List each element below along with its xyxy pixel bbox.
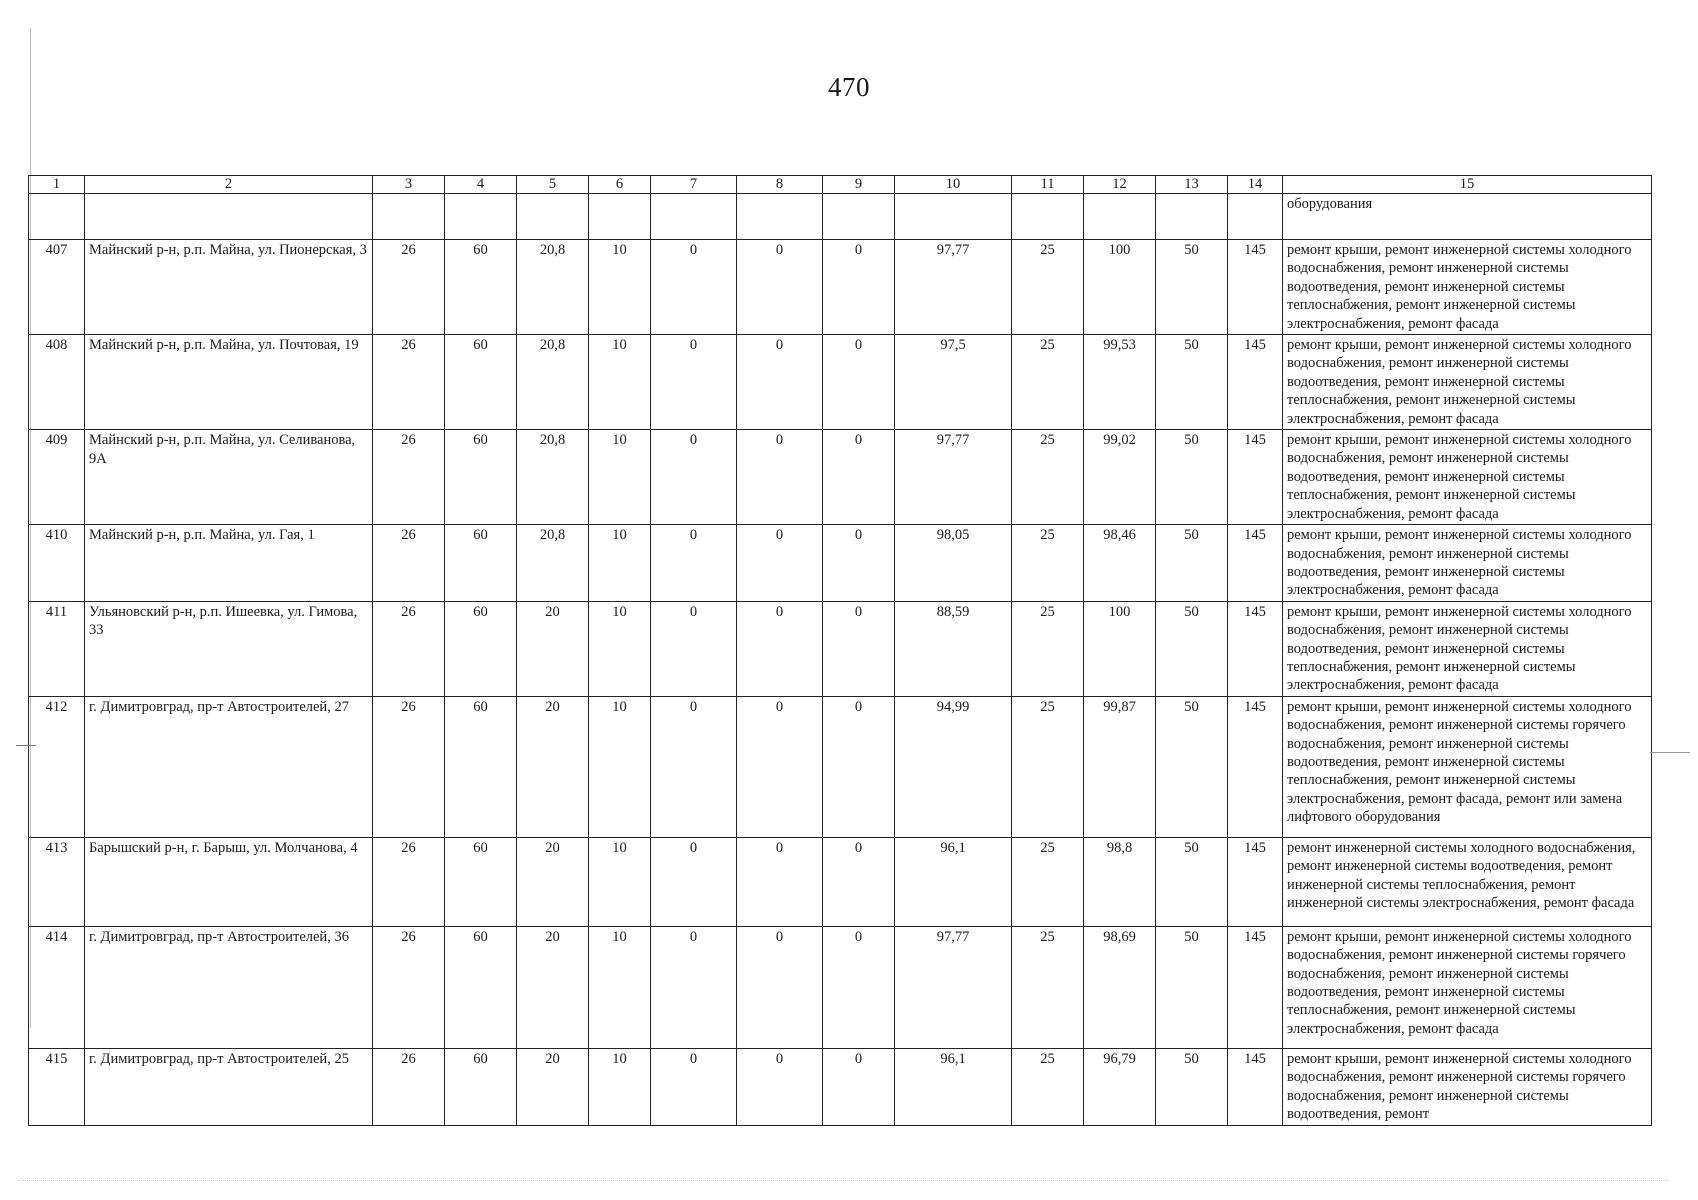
page-number: 470 (828, 72, 870, 102)
value-cell: 97,5 (895, 335, 1012, 430)
value-cell: 98,05 (895, 525, 1012, 602)
work-list-cell: ремонт крыши, ремонт инженерной системы холодного водоснабжения, ремонт инженерной системы водоотведения, ремонт инженерной системы теплоснабжения, ремонт инженерной системы электроснабжения, ремонт фасада (1283, 240, 1652, 335)
value-cell: 0 (651, 335, 737, 430)
value-cell: 0 (823, 430, 895, 525)
value-cell: 25 (1012, 601, 1084, 696)
value-cell: 0 (651, 430, 737, 525)
row-number: 415 (29, 1048, 85, 1125)
empty-cell (737, 194, 823, 240)
empty-cell (85, 194, 373, 240)
value-cell: 0 (737, 926, 823, 1048)
value-cell: 0 (823, 837, 895, 926)
header-cell: 7 (651, 176, 737, 194)
work-list-cell: ремонт крыши, ремонт инженерной системы холодного водоснабжения, ремонт инженерной системы водоотведения, ремонт инженерной системы теплоснабжения, ремонт инженерной системы электроснабжения, ремонт фасада (1283, 335, 1652, 430)
work-list-cell: ремонт крыши, ремонт инженерной системы холодного водоснабжения, ремонт инженерной системы водоотведения, ремонт инженерной системы теплоснабжения, ремонт инженерной системы электроснабжения, ремонт фасада (1283, 430, 1652, 525)
value-cell: 60 (445, 837, 517, 926)
value-cell: 20 (517, 1048, 589, 1125)
value-cell: 25 (1012, 335, 1084, 430)
value-cell: 26 (373, 525, 445, 602)
row-number: 414 (29, 926, 85, 1048)
empty-cell (895, 194, 1012, 240)
value-cell: 88,59 (895, 601, 1012, 696)
works-table (28, 175, 1652, 1126)
value-cell: 145 (1228, 240, 1283, 335)
value-cell: 50 (1156, 240, 1228, 335)
value-cell: 26 (373, 601, 445, 696)
row-number: 413 (29, 837, 85, 926)
value-cell: 50 (1156, 335, 1228, 430)
value-cell: 99,87 (1084, 696, 1156, 837)
table-row (29, 1048, 1652, 1125)
value-cell: 100 (1084, 240, 1156, 335)
value-cell: 0 (823, 335, 895, 430)
value-cell: 0 (823, 240, 895, 335)
value-cell: 10 (589, 430, 651, 525)
value-cell: 25 (1012, 696, 1084, 837)
work-list-cell: ремонт крыши, ремонт инженерной системы холодного водоснабжения, ремонт инженерной системы водоотведения, ремонт инженерной системы электроснабжения, ремонт фасада (1283, 525, 1652, 602)
column-number-header (29, 176, 1652, 194)
value-cell: 97,77 (895, 926, 1012, 1048)
row-number: 411 (29, 601, 85, 696)
value-cell: 25 (1012, 525, 1084, 602)
value-cell: 60 (445, 1048, 517, 1125)
value-cell: 60 (445, 430, 517, 525)
header-cell: 9 (823, 176, 895, 194)
header-cell: 14 (1228, 176, 1283, 194)
empty-cell (589, 194, 651, 240)
row-number: 408 (29, 335, 85, 430)
address-cell: Майнский р-н, р.п. Майна, ул. Пионерская, 3 (85, 240, 373, 335)
value-cell: 20,8 (517, 240, 589, 335)
address-cell: Барышский р-н, г. Барыш, ул. Молчанова, 4 (85, 837, 373, 926)
header-cell: 13 (1156, 176, 1228, 194)
value-cell: 25 (1012, 240, 1084, 335)
value-cell: 0 (651, 837, 737, 926)
header-cell: 12 (1084, 176, 1156, 194)
empty-cell (1012, 194, 1084, 240)
value-cell: 97,77 (895, 240, 1012, 335)
value-cell: 20,8 (517, 430, 589, 525)
value-cell: 10 (589, 335, 651, 430)
value-cell: 60 (445, 240, 517, 335)
table-row (29, 335, 1652, 430)
value-cell: 50 (1156, 1048, 1228, 1125)
value-cell: 145 (1228, 430, 1283, 525)
empty-cell (1156, 194, 1228, 240)
value-cell: 60 (445, 525, 517, 602)
row-number: 407 (29, 240, 85, 335)
value-cell: 0 (823, 696, 895, 837)
scan-edge-mark (1650, 752, 1690, 753)
header-cell: 11 (1012, 176, 1084, 194)
value-cell: 26 (373, 335, 445, 430)
value-cell: 25 (1012, 1048, 1084, 1125)
value-cell: 26 (373, 926, 445, 1048)
work-list-cell: ремонт крыши, ремонт инженерной системы холодного водоснабжения, ремонт инженерной системы горячего водоснабжения, ремонт инженерной системы водоотведения, ремонт инженерной системы теплоснабжения, ремонт инженерной системы электроснабжения, ремонт фасада, ремонт или замена лифтового оборудования (1283, 696, 1652, 837)
value-cell: 145 (1228, 1048, 1283, 1125)
value-cell: 100 (1084, 601, 1156, 696)
value-cell: 60 (445, 601, 517, 696)
value-cell: 26 (373, 240, 445, 335)
value-cell: 20 (517, 837, 589, 926)
value-cell: 145 (1228, 926, 1283, 1048)
value-cell: 26 (373, 430, 445, 525)
value-cell: 50 (1156, 926, 1228, 1048)
value-cell: 60 (445, 926, 517, 1048)
value-cell: 10 (589, 1048, 651, 1125)
row-number: 410 (29, 525, 85, 602)
empty-cell (445, 194, 517, 240)
value-cell: 20 (517, 926, 589, 1048)
empty-cell (1228, 194, 1283, 240)
value-cell: 99,53 (1084, 335, 1156, 430)
value-cell: 145 (1228, 335, 1283, 430)
value-cell: 94,99 (895, 696, 1012, 837)
value-cell: 10 (589, 696, 651, 837)
work-list-cell: ремонт крыши, ремонт инженерной системы холодного водоснабжения, ремонт инженерной системы горячего водоснабжения, ремонт инженерной системы водоотведения, ремонт (1283, 1048, 1652, 1125)
empty-cell (651, 194, 737, 240)
value-cell: 25 (1012, 430, 1084, 525)
value-cell: 0 (823, 525, 895, 602)
work-list-cell: ремонт инженерной системы холодного водоснабжения, ремонт инженерной системы водоотведения, ремонт инженерной системы теплоснабжения, ремонт инженерной системы электроснабжения, ремонт фасада (1283, 837, 1652, 926)
value-cell: 26 (373, 696, 445, 837)
table-row (29, 240, 1652, 335)
scan-edge-mark (16, 745, 36, 746)
row-number: 409 (29, 430, 85, 525)
work-list-cell: ремонт крыши, ремонт инженерной системы холодного водоснабжения, ремонт инженерной системы горячего водоснабжения, ремонт инженерной системы водоотведения, ремонт инженерной системы теплоснабжения, ремонт инженерной системы электроснабжения, ремонт фасада (1283, 926, 1652, 1048)
empty-cell (823, 194, 895, 240)
empty-cell (517, 194, 589, 240)
address-cell: г. Димитровград, пр-т Автостроителей, 27 (85, 696, 373, 837)
value-cell: 0 (651, 525, 737, 602)
value-cell: 50 (1156, 430, 1228, 525)
work-list-continuation: оборудования (1283, 194, 1652, 240)
continuation-row (29, 194, 1652, 240)
value-cell: 145 (1228, 696, 1283, 837)
value-cell: 25 (1012, 837, 1084, 926)
value-cell: 20 (517, 696, 589, 837)
value-cell: 10 (589, 926, 651, 1048)
value-cell: 26 (373, 1048, 445, 1125)
address-cell: г. Димитровград, пр-т Автостроителей, 36 (85, 926, 373, 1048)
value-cell: 50 (1156, 696, 1228, 837)
value-cell: 10 (589, 240, 651, 335)
value-cell: 98,69 (1084, 926, 1156, 1048)
value-cell: 0 (737, 601, 823, 696)
empty-cell (373, 194, 445, 240)
value-cell: 0 (823, 601, 895, 696)
value-cell: 0 (651, 601, 737, 696)
value-cell: 0 (651, 240, 737, 335)
value-cell: 50 (1156, 837, 1228, 926)
value-cell: 0 (737, 525, 823, 602)
value-cell: 96,79 (1084, 1048, 1156, 1125)
value-cell: 0 (737, 335, 823, 430)
value-cell: 50 (1156, 525, 1228, 602)
value-cell: 10 (589, 525, 651, 602)
value-cell: 60 (445, 696, 517, 837)
table-row (29, 926, 1652, 1048)
value-cell: 25 (1012, 926, 1084, 1048)
table-row (29, 601, 1652, 696)
value-cell: 0 (737, 430, 823, 525)
value-cell: 96,1 (895, 1048, 1012, 1125)
value-cell: 0 (737, 1048, 823, 1125)
scan-bottom-edge (18, 1180, 1668, 1181)
header-cell: 1 (29, 176, 85, 194)
value-cell: 0 (651, 1048, 737, 1125)
value-cell: 0 (737, 696, 823, 837)
header-cell: 6 (589, 176, 651, 194)
table-row (29, 525, 1652, 602)
value-cell: 10 (589, 837, 651, 926)
address-cell: Майнский р-н, р.п. Майна, ул. Селиванова, 9А (85, 430, 373, 525)
empty-cell (1084, 194, 1156, 240)
address-cell: Ульяновский р-н, р.п. Ишеевка, ул. Гимова, 33 (85, 601, 373, 696)
header-cell: 15 (1283, 176, 1652, 194)
value-cell: 0 (651, 696, 737, 837)
work-list-cell: ремонт крыши, ремонт инженерной системы холодного водоснабжения, ремонт инженерной системы водоотведения, ремонт инженерной системы теплоснабжения, ремонт инженерной системы электроснабжения, ремонт фасада (1283, 601, 1652, 696)
value-cell: 60 (445, 335, 517, 430)
header-cell: 10 (895, 176, 1012, 194)
value-cell: 0 (823, 1048, 895, 1125)
value-cell: 26 (373, 837, 445, 926)
value-cell: 145 (1228, 601, 1283, 696)
value-cell: 97,77 (895, 430, 1012, 525)
empty-cell (29, 194, 85, 240)
value-cell: 0 (737, 837, 823, 926)
value-cell: 0 (737, 240, 823, 335)
value-cell: 98,8 (1084, 837, 1156, 926)
address-cell: г. Димитровград, пр-т Автостроителей, 25 (85, 1048, 373, 1125)
table-row (29, 837, 1652, 926)
row-number: 412 (29, 696, 85, 837)
value-cell: 145 (1228, 525, 1283, 602)
value-cell: 0 (823, 926, 895, 1048)
value-cell: 145 (1228, 837, 1283, 926)
header-cell: 4 (445, 176, 517, 194)
address-cell: Майнский р-н, р.п. Майна, ул. Почтовая, 19 (85, 335, 373, 430)
table-row (29, 430, 1652, 525)
value-cell: 20,8 (517, 335, 589, 430)
header-cell: 2 (85, 176, 373, 194)
header-cell: 5 (517, 176, 589, 194)
value-cell: 50 (1156, 601, 1228, 696)
value-cell: 10 (589, 601, 651, 696)
value-cell: 20 (517, 601, 589, 696)
table-row (29, 696, 1652, 837)
address-cell: Майнский р-н, р.п. Майна, ул. Гая, 1 (85, 525, 373, 602)
value-cell: 0 (651, 926, 737, 1048)
header-cell: 3 (373, 176, 445, 194)
value-cell: 98,46 (1084, 525, 1156, 602)
value-cell: 20,8 (517, 525, 589, 602)
value-cell: 96,1 (895, 837, 1012, 926)
value-cell: 99,02 (1084, 430, 1156, 525)
header-cell: 8 (737, 176, 823, 194)
